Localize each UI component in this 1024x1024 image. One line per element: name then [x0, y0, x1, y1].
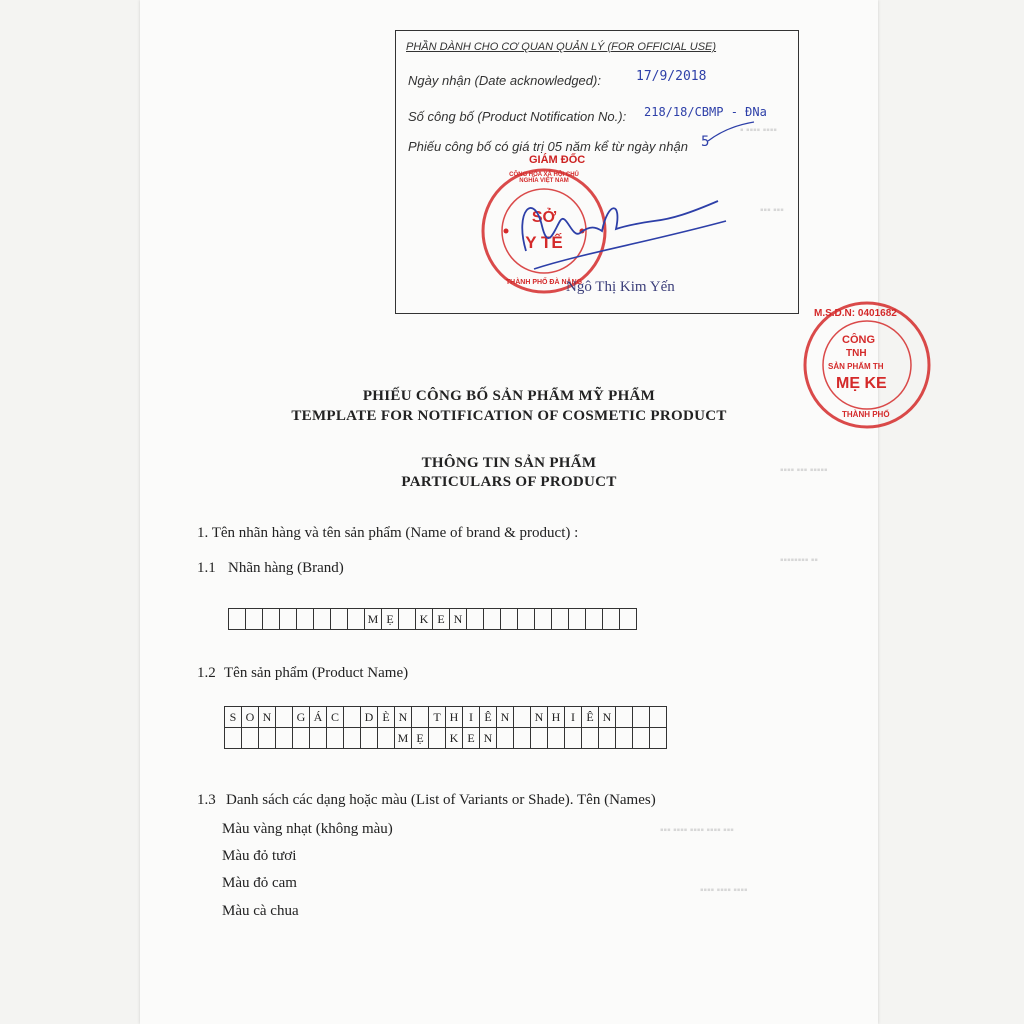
letter-box [309, 727, 326, 749]
letter-box [632, 727, 649, 749]
letter-box [598, 727, 615, 749]
letter-box: N [394, 706, 411, 728]
company-seal-line1: CÔNG [842, 334, 875, 346]
letter-box: K [445, 727, 462, 749]
letter-box: I [462, 706, 479, 728]
validity-handwritten-mark: 5 [701, 134, 710, 150]
letter-box: M [394, 727, 411, 749]
letter-box: T [428, 706, 445, 728]
letter-box [517, 608, 534, 630]
letter-box [649, 727, 667, 749]
letter-box: D [360, 706, 377, 728]
letter-box [483, 608, 500, 630]
show-through-text: ▪▪▪ ▪▪▪▪ ▪▪▪▪ ▪▪▪▪ ▪▪▪ [660, 825, 734, 836]
letter-box: K [415, 608, 432, 630]
letter-box [496, 727, 513, 749]
seal-ring-top-text: CỘNG HÒA XÃ HỘI CHỦ NGHĨA VIỆT NAM [509, 172, 579, 184]
variant-item: Màu đỏ cam [222, 875, 297, 891]
letter-box [398, 608, 415, 630]
letter-box: M [364, 608, 381, 630]
letter-box: S [224, 706, 241, 728]
company-seal-code: M.S.D.N: 0401682 [814, 308, 897, 319]
section-1-1-number: 1.1 [197, 560, 216, 576]
signer-name: Ngô Thị Kim Yến [566, 279, 675, 295]
letter-box: H [445, 706, 462, 728]
section-1-2-label: Tên sản phẩm (Product Name) [224, 665, 409, 681]
company-seal-line4: MẸ KE [836, 375, 887, 392]
letter-box [347, 608, 364, 630]
letter-box [466, 608, 483, 630]
official-use-title: PHẦN DÀNH CHO CƠ QUAN QUẢN LÝ (FOR OFFICIAL USE) [406, 41, 717, 53]
letter-box [513, 706, 530, 728]
letter-box: G [292, 706, 309, 728]
letter-box: È [377, 706, 394, 728]
letter-box: Ẹ [411, 727, 428, 749]
letter-box [275, 727, 292, 749]
letter-box [258, 727, 275, 749]
product-box-row-1 [224, 706, 667, 728]
show-through-text: ▪▪▪▪▪▪▪▪ ▪▪ [780, 555, 818, 566]
notification-number-label: Số công bố (Product Notification No.): [408, 109, 627, 124]
letter-box: N [258, 706, 275, 728]
validity-text: Phiếu công bố có giá trị 05 năm kể từ ngày nhận [408, 139, 688, 154]
variant-item: Màu vàng nhạt (không màu) [222, 821, 393, 837]
letter-box [343, 706, 360, 728]
brand-box-row [228, 608, 637, 630]
show-through-text: ▪▪▪ ▪▪▪ [760, 205, 784, 216]
letter-box [245, 608, 262, 630]
letter-box: Ê [479, 706, 496, 728]
letter-box [275, 706, 292, 728]
variant-item: Màu cà chua [222, 903, 299, 919]
letter-box [585, 608, 602, 630]
letter-box [530, 727, 547, 749]
letter-box [224, 727, 241, 749]
letter-box: E [462, 727, 479, 749]
letter-box [360, 727, 377, 749]
letter-box: I [564, 706, 581, 728]
letter-box [581, 727, 598, 749]
letter-box [262, 608, 279, 630]
letter-box [551, 608, 568, 630]
main-heading-en: TEMPLATE FOR NOTIFICATION OF COSMETIC PRODUCT [291, 408, 727, 424]
company-seal-line3: SẢN PHẨM TH [828, 362, 884, 371]
validity-pen-stroke [706, 119, 756, 145]
letter-box: Ẹ [381, 608, 398, 630]
letter-box: Á [309, 706, 326, 728]
letter-box [296, 608, 313, 630]
letter-box: N [479, 727, 496, 749]
section-1-label: 1. Tên nhãn hàng và tên sản phẩm (Name of brand & product) : [197, 525, 579, 541]
letter-box [615, 706, 632, 728]
letter-box [411, 706, 428, 728]
director-signature [504, 171, 734, 281]
letter-box [649, 706, 667, 728]
notification-number-value: 218/18/CBMP - ĐNa [644, 105, 767, 119]
letter-box [615, 727, 632, 749]
letter-box [568, 608, 585, 630]
director-title: GIÁM ĐỐC [529, 154, 586, 166]
show-through-text: ▪▪▪▪ ▪▪▪▪ ▪▪▪▪ [700, 885, 748, 896]
letter-box [241, 727, 258, 749]
company-seal-ring-bottom: THÀNH PHỐ [842, 410, 890, 419]
letter-box [619, 608, 637, 630]
letter-box [326, 727, 343, 749]
letter-box [534, 608, 551, 630]
section-1-3-number: 1.3 [197, 792, 216, 808]
letter-box [377, 727, 394, 749]
letter-box [564, 727, 581, 749]
letter-box [602, 608, 619, 630]
letter-box: C [326, 706, 343, 728]
letter-box [292, 727, 309, 749]
section-1-1-label: Nhãn hàng (Brand) [228, 560, 344, 576]
letter-box [500, 608, 517, 630]
letter-box [313, 608, 330, 630]
seal-center-line2: Y TẾ [525, 233, 563, 252]
letter-box [330, 608, 347, 630]
show-through-text: ▪ ▪▪▪▪ ▪▪▪▪ [740, 125, 777, 136]
letter-box [632, 706, 649, 728]
sub-heading-vi: THÔNG TIN SẢN PHẨM [421, 455, 597, 471]
section-1-2-number: 1.2 [197, 665, 216, 681]
sub-heading-en: PARTICULARS OF PRODUCT [401, 474, 617, 490]
variant-item: Màu đỏ tươi [222, 848, 297, 864]
document-page [140, 0, 897, 1024]
letter-box: N [530, 706, 547, 728]
letter-box: N [598, 706, 615, 728]
letter-box: N [449, 608, 466, 630]
letter-box [228, 608, 245, 630]
date-acknowledged-value: 17/9/2018 [636, 69, 707, 84]
letter-box [428, 727, 445, 749]
seal-ring-bottom-text: THÀNH PHỐ ĐÀ NẴNG [505, 279, 583, 286]
letter-box [513, 727, 530, 749]
letter-box [279, 608, 296, 630]
letter-box: E [432, 608, 449, 630]
seal-center-line1: SỞ [531, 209, 557, 226]
company-seal-line2: TNH [846, 348, 867, 359]
letter-box: H [547, 706, 564, 728]
show-through-text: ▪▪▪▪ ▪▪▪ ▪▪▪▪▪ [780, 465, 828, 476]
letter-box: N [496, 706, 513, 728]
letter-box: O [241, 706, 258, 728]
letter-box [343, 727, 360, 749]
main-heading-vi: PHIẾU CÔNG BỐ SẢN PHẨM MỸ PHẨM [362, 388, 656, 404]
letter-box [547, 727, 564, 749]
official-use-box [395, 30, 799, 314]
section-1-3-label: Danh sách các dạng hoặc màu (List of Variants or Shade). Tên (Names) [226, 792, 656, 808]
letter-box: Ê [581, 706, 598, 728]
date-acknowledged-label: Ngày nhận (Date acknowledged): [408, 73, 601, 88]
product-box-row-2 [224, 727, 667, 749]
